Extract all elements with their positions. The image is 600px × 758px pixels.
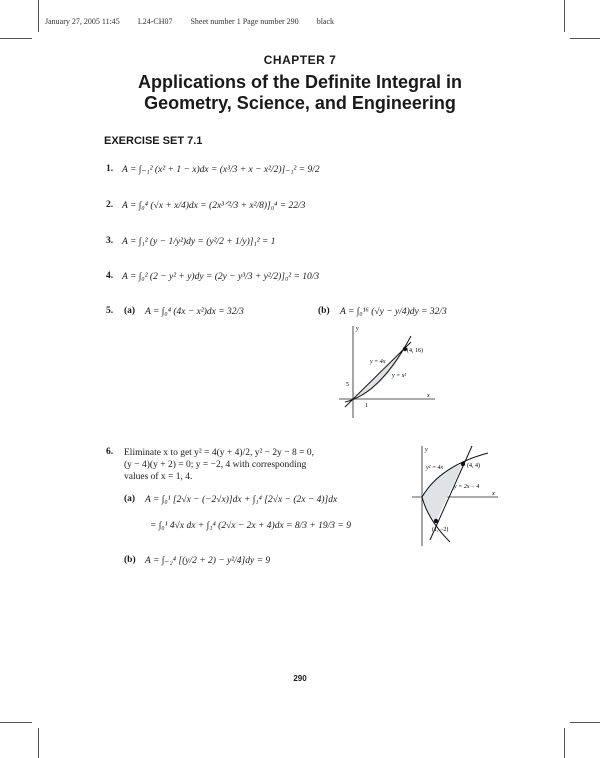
problem-expression: A = ∫₀⁴ (√x + x/4)dx = (2x³ᐟ²/3 + x²/8)]₀⁴ = 22/3 bbox=[122, 201, 306, 211]
graph-sideways-parabola bbox=[410, 442, 502, 548]
page-number: 290 bbox=[293, 674, 307, 683]
header-date: January 27, 2005 11:45 bbox=[45, 17, 120, 26]
exercise-set-heading: EXERCISE SET 7.1 bbox=[104, 135, 203, 147]
x-axis-label: x bbox=[427, 393, 430, 399]
problem-number: 2. bbox=[106, 200, 114, 210]
problem-expression: A = ∫₀¹⁶ (√y − y/4)dy = 32/3 bbox=[340, 307, 447, 317]
crop-mark bbox=[38, 0, 39, 32]
problem-text-line: Eliminate x to get y² = 4(y + 4)/2, y² − 2y − 8 = 0, bbox=[124, 448, 315, 458]
crop-mark bbox=[0, 38, 32, 39]
problem-expression: A = ∫₁² (y − 1/y²)dy = (y²/2 + 1/y)]₁² = 1 bbox=[122, 237, 276, 247]
problem-number: 4. bbox=[106, 271, 114, 281]
problem-text-line: (y − 4)(y + 2) = 0; y = −2, 4 with corresponding bbox=[124, 460, 307, 470]
crop-mark bbox=[570, 38, 600, 39]
x-axis-label: x bbox=[492, 491, 495, 497]
crop-mark bbox=[564, 728, 565, 758]
y-tick-label: 5 bbox=[346, 382, 349, 388]
print-header bbox=[45, 17, 565, 26]
header-sheet: Sheet number 1 Page number 290 bbox=[190, 17, 299, 26]
crop-mark bbox=[564, 0, 565, 32]
problem-text-line: values of x = 1, 4. bbox=[124, 472, 193, 482]
title-line-2: Geometry, Science, and Engineering bbox=[144, 93, 456, 113]
header-color: black bbox=[316, 17, 335, 26]
problem-expression: = ∫₀¹ 4√x dx + ∫₁⁴ (2√x − 2x + 4)dx = 8/3 + 19/3 = 9 bbox=[150, 521, 351, 531]
y-axis-label: y bbox=[425, 447, 428, 453]
problem-expression: A = ∫₀¹ [2√x − (−2√x)]dx + ∫₁⁴ [2√x − (2x − 4)]dx bbox=[145, 495, 338, 505]
problem-expression: A = ∫₋₁² (x² + 1 − x)dx = (x³/3 + x − x²/2)]₋₁² = 9/2 bbox=[122, 165, 320, 175]
crop-mark bbox=[570, 722, 600, 723]
problem-expression: A = ∫₀² (2 − y² + y)dy = (2y − y³/3 + y²/2)]₀² = 10/3 bbox=[122, 272, 320, 282]
graph-parabola-line bbox=[335, 322, 445, 422]
part-label: (b) bbox=[124, 555, 136, 565]
problem-expression: A = ∫₀⁴ (4x − x²)dx = 32/3 bbox=[145, 307, 244, 317]
intersection-point-top bbox=[461, 462, 465, 466]
line-label: y = 4x bbox=[370, 359, 386, 365]
problem-number: 5. bbox=[106, 306, 114, 316]
parabola-curve bbox=[345, 336, 411, 402]
line-label: y = 2x − 4 bbox=[454, 484, 480, 490]
crop-mark bbox=[38, 728, 39, 758]
crop-mark bbox=[0, 722, 32, 723]
chapter-label: CHAPTER 7 bbox=[263, 53, 337, 67]
part-label: (a) bbox=[124, 306, 136, 316]
title-line-1: Applications of the Definite Integral in bbox=[137, 72, 463, 92]
problem-number: 3. bbox=[106, 236, 114, 246]
part-label: (b) bbox=[318, 306, 330, 316]
x-tick-label: 1 bbox=[365, 403, 368, 409]
problem-number: 1. bbox=[106, 164, 114, 174]
point-label: (4, 16) bbox=[407, 348, 423, 354]
intersection-point-bottom bbox=[434, 519, 438, 523]
curve-label: y = x² bbox=[392, 373, 407, 379]
point-label-top: (4, 4) bbox=[467, 463, 480, 469]
page-title bbox=[0, 72, 600, 114]
point-label-bottom: (1, −2) bbox=[432, 527, 449, 533]
problem-expression: A = ∫₋₂⁴ [(y/2 + 2) − y²/4]dy = 9 bbox=[145, 556, 271, 566]
header-file: L24-CH07 bbox=[137, 17, 173, 26]
part-label: (a) bbox=[124, 494, 136, 504]
problem-number: 6. bbox=[106, 447, 114, 457]
y-axis-label: y bbox=[356, 326, 359, 332]
curve-label: y² = 4x bbox=[426, 465, 444, 471]
